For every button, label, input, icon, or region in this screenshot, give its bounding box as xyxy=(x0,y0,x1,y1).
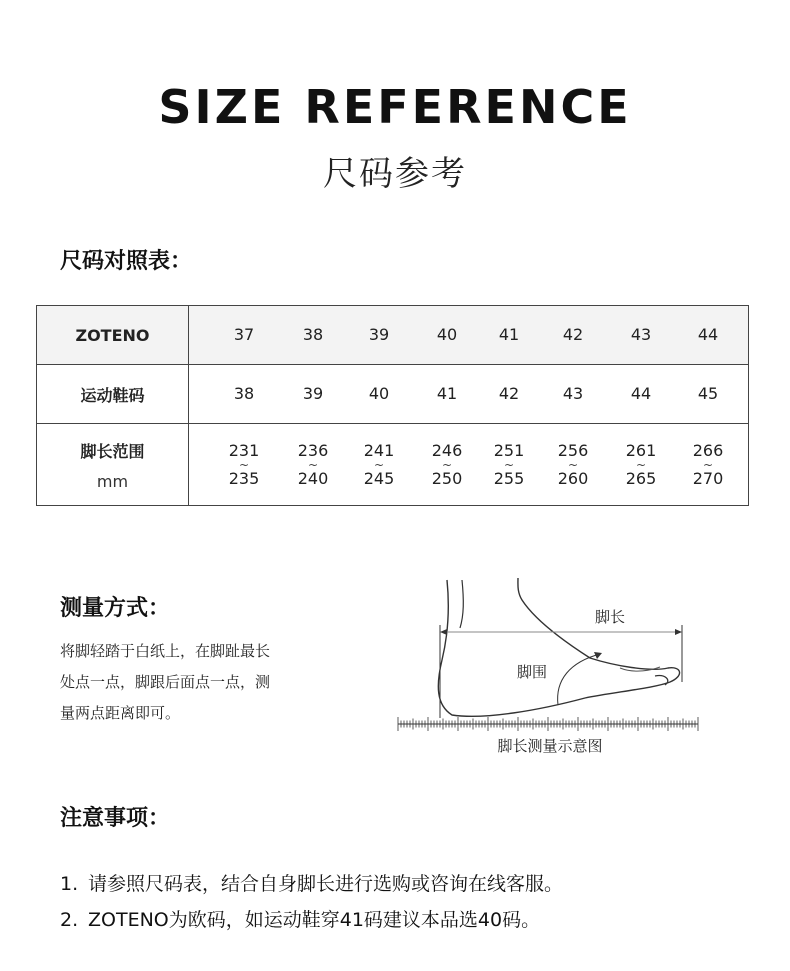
size-cell: 37 xyxy=(233,325,255,344)
table-row-foot-length xyxy=(37,424,749,506)
sport-size-values xyxy=(189,365,748,423)
size-cell: 44 xyxy=(630,384,652,403)
size-cell: 41 xyxy=(498,325,520,344)
range-sep: ~ xyxy=(702,457,714,472)
range-from: 261 xyxy=(625,440,657,460)
range-sep: ~ xyxy=(238,457,250,472)
range-sep: ~ xyxy=(373,457,385,472)
instruction-line: 处点一点，脚跟后面点一点，测 xyxy=(60,673,271,691)
range-to: 250 xyxy=(431,468,463,488)
size-chart-table xyxy=(36,305,749,506)
foot-length-unit: mm xyxy=(96,471,129,491)
note-text: ZOTENO为欧码，如运动鞋穿41码建议本品选40码。 xyxy=(88,909,541,931)
foot-length-range-cell xyxy=(625,440,657,488)
table-row-brand-size xyxy=(37,306,749,365)
range-from: 256 xyxy=(557,440,589,460)
size-cell: 38 xyxy=(233,384,255,403)
range-sep: ~ xyxy=(503,457,515,472)
range-to: 240 xyxy=(297,468,329,488)
notes-heading: 注意事项： xyxy=(60,806,171,831)
foot-length-range-cell xyxy=(493,440,525,488)
foot-length-range-cell xyxy=(297,440,329,488)
page-subtitle: 尺码参考 xyxy=(323,154,467,194)
foot-length-diagram-label: 脚长 xyxy=(594,608,626,626)
instruction-line: 量两点距离即可。 xyxy=(60,704,181,722)
toe-line xyxy=(655,676,668,685)
note-item xyxy=(60,902,760,938)
note-text: 请参照尺码表，结合自身脚长进行选购或咨询在线客服。 xyxy=(88,873,564,895)
size-cell: 42 xyxy=(498,384,520,403)
range-from: 231 xyxy=(228,440,260,460)
range-from: 236 xyxy=(297,440,329,460)
size-cell: 45 xyxy=(697,384,719,403)
instruction-line: 将脚轻踏于白纸上，在脚趾最长 xyxy=(60,642,271,660)
range-to: 265 xyxy=(625,468,657,488)
note-number: 2. xyxy=(60,909,79,931)
range-from: 246 xyxy=(431,440,463,460)
range-to: 245 xyxy=(363,468,395,488)
note-number: 1. xyxy=(60,873,79,895)
foot-length-range-cell xyxy=(692,440,724,488)
size-cell: 44 xyxy=(697,325,719,344)
range-to: 235 xyxy=(228,468,260,488)
size-cell: 38 xyxy=(302,325,324,344)
range-sep: ~ xyxy=(635,457,647,472)
row-label-sport-size: 运动鞋码 xyxy=(37,365,189,424)
row-label-foot-length xyxy=(37,424,189,506)
table-row-sport-size xyxy=(37,365,749,424)
note-item xyxy=(60,866,760,902)
range-sep: ~ xyxy=(441,457,453,472)
size-cell: 40 xyxy=(436,325,458,344)
length-arrow-head-left xyxy=(440,629,447,635)
range-to: 260 xyxy=(557,468,589,488)
brand-size-values xyxy=(189,306,748,364)
range-to: 270 xyxy=(692,468,724,488)
foot-length-range-cell xyxy=(557,440,589,488)
range-sep: ~ xyxy=(307,457,319,472)
foot-outline xyxy=(438,578,679,716)
size-chart-heading: 尺码对照表： xyxy=(60,249,193,274)
row-label-brand: ZOTENO xyxy=(37,306,189,365)
foot-length-label: 脚长范围 xyxy=(80,441,145,461)
size-cell: 41 xyxy=(436,384,458,403)
range-from: 266 xyxy=(692,440,724,460)
size-cell: 40 xyxy=(368,384,390,403)
foot-length-range-cell xyxy=(363,440,395,488)
foot-girth-diagram-label: 脚围 xyxy=(516,663,548,681)
size-cell: 43 xyxy=(562,384,584,403)
foot-length-range-cell xyxy=(431,440,463,488)
size-cell: 43 xyxy=(630,325,652,344)
notes-list xyxy=(60,866,760,938)
size-cell: 39 xyxy=(368,325,390,344)
range-to: 255 xyxy=(493,468,525,488)
foot-length-range-cell xyxy=(228,440,260,488)
page-title: SIZE REFERENCE xyxy=(158,80,632,134)
ankle-line xyxy=(460,580,463,628)
range-from: 251 xyxy=(493,440,525,460)
measure-heading: 测量方式： xyxy=(60,596,171,621)
ruler-ticks xyxy=(398,717,698,731)
size-cell: 42 xyxy=(562,325,584,344)
girth-arrow xyxy=(558,654,600,705)
foot-length-values xyxy=(189,424,748,505)
size-cell: 39 xyxy=(302,384,324,403)
diagram-caption: 脚长测量示意图 xyxy=(497,737,603,755)
range-from: 241 xyxy=(363,440,395,460)
length-arrow-head-right xyxy=(675,629,682,635)
range-sep: ~ xyxy=(567,457,579,472)
measure-instructions xyxy=(60,636,330,729)
